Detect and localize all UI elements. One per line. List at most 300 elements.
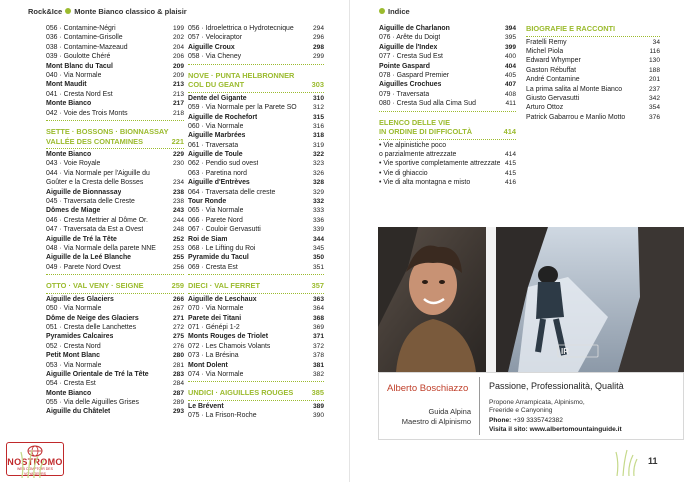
index-route-entry — [46, 361, 184, 370]
section-page-number: 303 — [311, 80, 324, 90]
entry-page-number: 332 — [312, 198, 324, 206]
entry-page-number: 407 — [504, 81, 516, 89]
index-peak-entry — [188, 113, 324, 122]
index-route-entry — [379, 159, 516, 168]
index-peak-entry — [379, 24, 516, 33]
entry-title: Aiguille Croux — [188, 43, 235, 51]
entry-title: Roi de Siam — [188, 235, 228, 243]
section-divider — [46, 293, 184, 294]
entry-title: Le Brévent — [188, 402, 224, 410]
entry-title: 040 · Via Normale — [46, 71, 102, 79]
index-route-entry — [46, 52, 184, 61]
index-route-entry — [46, 244, 184, 253]
index-peak-entry — [379, 43, 516, 52]
entry-title: 066 · Parete Nord — [188, 216, 243, 224]
entry-page-number: 394 — [504, 25, 516, 32]
section-page-number: 385 — [311, 388, 324, 398]
index-route-entry — [46, 304, 184, 313]
index-peak-entry — [46, 351, 184, 360]
advertisement-card — [378, 372, 684, 440]
entry-page-number: 213 — [172, 90, 184, 98]
entry-title: Patrick Gabarrou e Manlio Motto — [526, 113, 626, 121]
entry-page-number: 296 — [312, 34, 324, 42]
entry-page-number: 351 — [312, 263, 324, 271]
index-column-3 — [379, 24, 516, 188]
section-heading-line — [188, 71, 324, 81]
section-page-number: 357 — [311, 281, 324, 291]
entry-page-number: 287 — [172, 389, 184, 397]
entry-title: • Vie di ghiaccio — [379, 169, 428, 177]
index-peak-entry — [46, 370, 184, 379]
entry-title: 061 · Traversata — [188, 141, 239, 149]
entry-page-number: 339 — [312, 226, 324, 234]
section-heading — [188, 281, 324, 291]
index-route-entry — [46, 24, 184, 33]
section-heading-text: BIOGRAFIE E RACCONTI — [526, 24, 616, 33]
entry-title: Aiguille de Leschaux — [188, 295, 257, 303]
entry-page-number: 415 — [504, 169, 516, 177]
entry-title: 048 · Via Normale della parete NNE — [46, 245, 156, 252]
entry-page-number: 389 — [312, 402, 324, 410]
entry-title: Aiguille de Rochefort — [188, 113, 258, 121]
entry-page-number: 371 — [312, 333, 324, 341]
index-route-entry — [46, 263, 184, 272]
entry-title: 055 · Via delle Aiguilles Grises — [46, 399, 139, 407]
index-route-entry — [188, 323, 324, 332]
entry-page-number: 266 — [172, 295, 184, 303]
section-divider — [526, 36, 660, 37]
entry-page-number: 294 — [312, 25, 324, 32]
index-peak-entry — [46, 80, 184, 89]
guide-role-1: Guida Alpina — [428, 407, 471, 416]
entry-title: 049 · Parete Nord Ovest — [46, 263, 121, 271]
entry-title: 041 · Cresta Nord Est — [46, 90, 113, 98]
index-route-entry — [526, 38, 660, 47]
index-route-entry — [46, 323, 184, 332]
index-peak-entry — [188, 295, 324, 304]
index-route-entry — [188, 159, 324, 168]
entry-title: 053 · Via Normale — [46, 361, 102, 369]
index-peak-entry — [46, 99, 184, 108]
index-route-entry — [46, 398, 184, 407]
index-peak-entry — [188, 253, 324, 262]
section-divider — [188, 293, 324, 294]
entry-title: Monte Bianco — [46, 389, 92, 397]
index-peak-entry — [46, 206, 184, 215]
advertisement-photo — [378, 227, 684, 372]
entry-title: Aiguille de l'Index — [379, 43, 438, 51]
index-peak-entry — [46, 389, 184, 398]
index-route-entry — [46, 169, 184, 178]
ad-site — [489, 426, 622, 433]
grass-decoration-icon — [614, 448, 638, 476]
index-route-entry — [46, 90, 184, 99]
entry-title: Aiguille de Toule — [188, 151, 243, 159]
index-peak-entry — [188, 178, 324, 187]
guide-role-2: Maestro di Alpinismo — [401, 417, 471, 426]
entry-title: 047 · Traversata da Est a Ovest — [46, 226, 144, 234]
entry-page-number: 213 — [172, 81, 184, 89]
entry-page-number: 345 — [312, 245, 324, 252]
index-route-entry — [379, 169, 516, 178]
entry-page-number: 342 — [648, 94, 660, 102]
index-route-entry — [526, 94, 660, 103]
index-route-entry — [188, 411, 324, 420]
entry-title: Edward Whymper — [526, 57, 581, 65]
stamp-sub: WEB COMPTOIR DES VOYAGEURS — [17, 467, 53, 476]
entry-title: Tour Ronde — [188, 198, 227, 206]
index-route-entry — [188, 52, 324, 61]
entry-page-number: 415 — [504, 160, 516, 168]
entry-page-number: 229 — [172, 151, 184, 159]
phone-value: +39 3335742382 — [513, 417, 563, 424]
index-route-entry — [46, 43, 184, 52]
entry-title: 036 · Contamine-Grisolle — [46, 34, 123, 42]
entry-page-number: 204 — [172, 43, 184, 51]
entry-title: 038 · Contamine-Mazeaud — [46, 43, 128, 51]
entry-page-number: 188 — [648, 66, 660, 74]
index-peak-entry — [188, 235, 324, 244]
index-peak-entry — [188, 402, 324, 411]
section-heading-line — [526, 24, 660, 34]
section-heading-text: OTTO · VAL VENY · SEIGNE — [46, 281, 144, 291]
guide-name: Alberto Boschiazzo — [387, 383, 469, 394]
ad-phone — [489, 417, 563, 424]
entry-page-number: 248 — [172, 226, 184, 234]
entry-page-number: 272 — [172, 323, 184, 331]
section-divider — [46, 274, 184, 275]
entry-title: Pyramides Calcaires — [46, 333, 114, 341]
entry-title: Aiguille de Bionnassay — [46, 188, 122, 196]
entry-title: 043 · Voie Royale — [46, 160, 101, 168]
section-heading — [188, 71, 324, 90]
index-route-entry — [46, 159, 184, 168]
entry-page-number: 238 — [172, 198, 184, 206]
section-heading-text: VALLÉE DES CONTAMINES — [46, 136, 144, 146]
stamp-name: NOSTROMO — [7, 457, 63, 467]
index-route-entry — [526, 56, 660, 65]
section-heading — [46, 127, 184, 146]
index-route-entry — [379, 33, 516, 42]
index-route-entry — [379, 90, 516, 99]
entry-title: 051 · Cresta delle Lanchettes — [46, 323, 137, 331]
entry-page-number: 368 — [312, 314, 324, 322]
entry-title: Parete dei Titani — [188, 314, 242, 322]
entry-title: Giusto Gervasutti — [526, 94, 580, 102]
entry-page-number: 399 — [504, 43, 516, 51]
section-heading-line — [46, 281, 184, 291]
index-peak-entry — [46, 188, 184, 197]
entry-title: 063 · Paretina nord — [188, 169, 247, 177]
index-route-entry — [46, 71, 184, 80]
entry-page-number: 363 — [312, 295, 324, 303]
entry-page-number: 284 — [172, 380, 184, 388]
section-page-number: 221 — [171, 136, 184, 146]
entry-title: 062 · Pendio sud ovest — [188, 160, 259, 168]
site-label: Visita il sito: — [489, 426, 528, 433]
section-heading-line — [379, 118, 516, 128]
index-route-entry — [526, 85, 660, 94]
index-route-entry — [188, 225, 324, 234]
index-route-entry — [188, 141, 324, 150]
entry-page-number: 404 — [504, 62, 516, 70]
index-route-entry — [188, 370, 324, 379]
entry-page-number: 372 — [312, 342, 324, 350]
entry-title: Aiguille d'Entrèves — [188, 179, 250, 187]
section-divider — [188, 274, 324, 275]
entry-title: 065 · Via Normale — [188, 207, 244, 215]
index-route-entry — [188, 263, 324, 272]
index-column-2 — [188, 24, 324, 421]
index-route-entry — [46, 197, 184, 206]
section-page-number: 414 — [503, 127, 516, 137]
entry-title: 080 · Cresta Sud alla Cima Sud — [379, 100, 476, 108]
index-route-entry — [188, 122, 324, 131]
entry-title: Goûter e la Cresta delle Bosses — [46, 179, 144, 187]
entry-title: 056 · Idroelettrica o Hydrotecnique — [188, 25, 294, 32]
index-route-entry — [188, 24, 324, 33]
entry-page-number: 202 — [172, 34, 184, 42]
left-running-header — [28, 7, 187, 16]
entry-page-number: 252 — [172, 235, 184, 243]
entry-title: Arturo Ottoz — [526, 104, 564, 112]
index-route-entry — [188, 304, 324, 313]
index-route-entry — [46, 342, 184, 351]
entry-title: Petit Mont Blanc — [46, 352, 100, 360]
section-heading-line — [188, 80, 324, 90]
entry-title: • Vie di alta montagna e misto — [379, 179, 471, 187]
entry-page-number: 350 — [312, 254, 324, 262]
index-route-entry — [46, 225, 184, 234]
entry-page-number: 299 — [312, 53, 324, 61]
section-heading-text: DIECI · VAL FERRET — [188, 281, 260, 291]
entry-title: 069 · Cresta Est — [188, 263, 238, 271]
entry-page-number: 298 — [312, 43, 324, 51]
entry-page-number: 333 — [312, 207, 324, 215]
index-peak-entry — [46, 332, 184, 341]
entry-page-number: 237 — [648, 85, 660, 93]
index-peak-entry — [188, 131, 324, 140]
section-heading — [46, 281, 184, 291]
entry-title: 059 · Via Normale per la Parete SO — [188, 104, 297, 112]
section-page-number: 259 — [171, 281, 184, 291]
entry-title: Monte Bianco — [46, 151, 92, 159]
ir-logo: IR — [561, 347, 569, 356]
entry-title: 045 · Traversata delle Creste — [46, 198, 135, 206]
entry-title: 075 · La Frison-Roche — [188, 412, 257, 420]
entry-page-number: 293 — [172, 408, 184, 416]
entry-title: 056 · Contamine-Négri — [46, 25, 116, 32]
index-route-entry — [46, 216, 184, 225]
entry-title: • Vie sportive completamente attrezzate — [379, 160, 501, 168]
entry-title: 060 · Via Normale — [188, 122, 244, 130]
book-title: Monte Bianco classico & plaisir — [74, 7, 187, 16]
index-route-entry — [188, 342, 324, 351]
entry-page-number: 310 — [312, 94, 324, 102]
entry-title: Mont Blanc du Tacul — [46, 62, 113, 70]
index-peak-entry — [188, 94, 324, 103]
entry-page-number: 244 — [172, 216, 184, 224]
index-route-entry — [379, 150, 516, 159]
entry-page-number: 199 — [172, 25, 184, 32]
entry-page-number: 315 — [312, 113, 324, 121]
entry-title: 078 · Gaspard Premier — [379, 71, 450, 79]
entry-title: 057 · Velociraptor — [188, 34, 243, 42]
entry-title: Aiguilles Crochues — [379, 81, 442, 89]
entry-page-number: 209 — [172, 62, 184, 70]
index-peak-entry — [379, 62, 516, 71]
index-peak-entry — [46, 150, 184, 159]
entry-title: • Vie alpinistiche poco — [379, 141, 447, 149]
entry-title: Dente del Gigante — [188, 94, 247, 102]
entry-title: 054 · Cresta Est — [46, 380, 96, 388]
entry-page-number: 344 — [312, 235, 324, 243]
entry-page-number: 318 — [312, 132, 324, 140]
entry-page-number: 416 — [504, 179, 516, 187]
entry-page-number: 275 — [172, 333, 184, 341]
entry-title: 079 · Traversata — [379, 90, 430, 98]
entry-title: 067 · Couloir Gervasutti — [188, 226, 261, 234]
entry-title: 072 · Les Chamois Volants — [188, 342, 271, 350]
index-peak-entry — [188, 197, 324, 206]
index-column-1 — [46, 24, 184, 417]
index-route-entry — [188, 351, 324, 360]
entry-title: Monte Bianco — [46, 100, 92, 108]
index-peak-entry — [188, 314, 324, 323]
index-peak-entry — [46, 314, 184, 323]
entry-page-number: 329 — [312, 188, 324, 196]
section-divider — [46, 120, 184, 121]
entry-title: Aiguille de Charlanon — [379, 25, 450, 32]
index-route-entry — [526, 75, 660, 84]
index-route-entry — [188, 206, 324, 215]
index-route-entry — [526, 66, 660, 75]
entry-page-number: 319 — [312, 141, 324, 149]
entry-title: 046 · Cresta Mettrier al Dôme Or. — [46, 216, 148, 224]
entry-page-number: 400 — [504, 53, 516, 61]
section-heading — [379, 118, 516, 137]
entry-page-number: 34 — [652, 38, 660, 46]
bullet-dot-icon — [65, 8, 71, 14]
ad-desc-2: Freeride e Canyoning — [489, 407, 553, 414]
index-route-entry — [379, 178, 516, 187]
index-route-entry — [379, 141, 516, 150]
entry-title: Pointe Gaspard — [379, 62, 430, 70]
entry-page-number: 281 — [172, 361, 184, 369]
entry-page-number: 322 — [312, 151, 324, 159]
index-peak-entry — [188, 43, 324, 52]
index-peak-entry — [46, 407, 184, 416]
section-divider — [188, 381, 324, 382]
entry-title: Pyramide du Tacul — [188, 254, 249, 262]
index-peak-entry — [46, 235, 184, 244]
page-number: 11 — [648, 456, 658, 466]
section-heading-text: NOVE · PUNTA HELBRONNER — [188, 70, 295, 80]
entry-page-number: 312 — [312, 104, 324, 112]
index-title: Indice — [388, 7, 410, 16]
section-heading-text: UNDICI · AIGUILLES ROUGES — [188, 388, 294, 398]
entry-title: 052 · Cresta Nord — [46, 342, 101, 350]
entry-page-number: 382 — [312, 370, 324, 378]
section-heading-line — [188, 281, 324, 291]
index-route-entry — [46, 109, 184, 118]
entry-page-number: 209 — [172, 71, 184, 79]
section-heading — [188, 388, 324, 398]
section-heading-text: IN ORDINE DI DIFFICOLTÀ — [379, 127, 473, 137]
entry-page-number: 116 — [649, 47, 660, 55]
section-heading-text: ELENCO DELLE VIE — [379, 117, 451, 127]
entry-page-number: 201 — [648, 76, 660, 84]
entry-title: 071 · Génépi 1-2 — [188, 323, 240, 331]
section-divider — [379, 111, 516, 112]
index-route-entry — [526, 113, 660, 122]
index-peak-entry — [188, 150, 324, 159]
entry-page-number: 411 — [505, 100, 516, 108]
entry-title: o parzialmente attrezzate — [379, 151, 457, 159]
section-heading-line — [46, 137, 184, 147]
entry-page-number: 390 — [312, 412, 324, 420]
entry-title: Aiguille de la Leé Blanche — [46, 254, 132, 262]
index-route-entry — [379, 52, 516, 61]
entry-page-number: 354 — [648, 104, 660, 112]
entry-title: Aiguille de Tré la Tête — [46, 235, 117, 243]
index-route-entry — [526, 47, 660, 56]
card-divider — [479, 377, 480, 435]
entry-page-number: 414 — [504, 151, 516, 159]
section-heading-line — [188, 388, 324, 398]
entry-page-number: 243 — [172, 207, 184, 215]
entry-title: Monts Rouges de Triolet — [188, 333, 269, 341]
site-value: www.albertomountainguide.it — [529, 426, 622, 433]
entry-title: André Contamine — [526, 76, 580, 84]
entry-title: 068 · Le Lifting du Roi — [188, 245, 256, 252]
ad-desc-1: Propone Arrampicata, Alpinismo, — [489, 399, 585, 406]
entry-title: Aiguille du Châtelet — [46, 408, 111, 416]
entry-page-number: 283 — [172, 370, 184, 378]
entry-title: Aiguille des Glaciers — [46, 295, 114, 303]
entry-page-number: 256 — [172, 263, 184, 271]
index-peak-entry — [46, 253, 184, 262]
index-peak-entry — [46, 62, 184, 71]
entry-title: 074 · Via Normale — [188, 370, 244, 378]
section-divider — [379, 139, 516, 140]
index-route-entry — [379, 71, 516, 80]
index-peak-entry — [379, 80, 516, 89]
entry-page-number: 289 — [172, 399, 184, 407]
index-route-entry — [188, 169, 324, 178]
index-route-entry — [526, 103, 660, 112]
entry-page-number: 218 — [172, 109, 184, 117]
entry-title: Michel Piola — [526, 47, 564, 55]
entry-page-number: 395 — [504, 34, 516, 42]
entry-title: Mont Dolent — [188, 361, 228, 369]
entry-page-number: 336 — [312, 216, 324, 224]
grass-decoration-icon — [18, 448, 46, 478]
entry-page-number: 328 — [312, 179, 324, 187]
section-divider — [188, 400, 324, 401]
index-route-entry — [188, 244, 324, 253]
ad-tagline: Passione, Professionalità, Qualità — [489, 381, 624, 391]
entry-title: 064 · Traversata delle creste — [188, 188, 276, 196]
entry-page-number: 267 — [172, 305, 184, 313]
entry-page-number: 230 — [172, 160, 184, 168]
index-route-entry — [188, 216, 324, 225]
entry-title: Gaston Rébuffat — [526, 66, 577, 74]
entry-page-number: 130 — [648, 57, 660, 65]
bullet-dot-icon — [379, 8, 385, 14]
index-route-entry — [188, 188, 324, 197]
entry-page-number: 378 — [312, 352, 324, 360]
